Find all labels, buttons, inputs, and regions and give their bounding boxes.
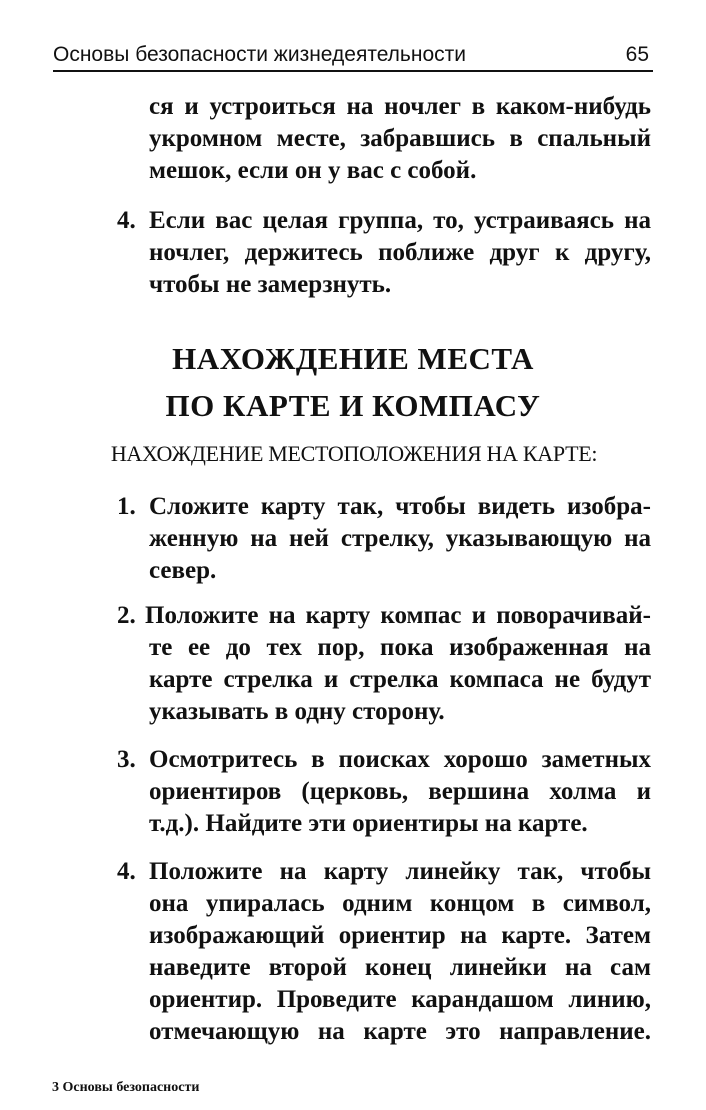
page-number: 65 (625, 43, 649, 66)
list-item-line: те ее до тех пор, пока изображенная на (149, 634, 651, 661)
section-subheading: НАХОЖДЕНИЕ МЕСТОПОЛОЖЕНИЯ НА КАРТЕ: (110, 441, 598, 466)
list-item-line: т.д.). Найдите эти ориентиры на карте. (149, 810, 588, 837)
list-item-line: ориентир. Проведите карандашом линию, (149, 986, 651, 1013)
list-item-line: Положите на карту линейку так, чтобы (149, 858, 651, 885)
list-item-number: 2. (117, 602, 136, 629)
paragraph-line: укромном месте, забравшись в спальный (149, 125, 651, 152)
section-heading-line-2: ПО КАРТЕ И КОМПАСУ (165, 388, 541, 423)
list-item-line: наведите второй конец линейки на сам (149, 954, 651, 981)
list-item-line: север. (149, 557, 217, 584)
list-item-line: изображающий ориентир на карте. Затем (149, 922, 651, 949)
list-item-number: 1. (117, 493, 136, 520)
list-item-line: ночлег, держитесь поближе друг к другу, (149, 239, 651, 266)
list-item-line: она упиралась одним концом в символ, (149, 890, 651, 917)
list-item-line: чтобы не замерзнуть. (149, 271, 392, 298)
section-heading-line-1: НАХОЖДЕНИЕ МЕСТА (172, 341, 534, 376)
paragraph-line: мешок, если он у вас с собой. (149, 157, 477, 184)
list-item-line: Положите на карту компас и поворачивай- (145, 602, 651, 629)
list-item-number: 4. (117, 207, 136, 234)
paragraph-line: ся и устроиться на ночлег в каком-нибудь (149, 93, 651, 120)
list-item-line: Если вас целая группа, то, устраиваясь на (149, 207, 651, 234)
list-item-line: ориентиров (церковь, вершина холма и (149, 778, 651, 805)
list-item-number: 3. (117, 746, 136, 773)
footer-signature: 3 Основы безопасности (52, 1080, 200, 1095)
list-item-line: указывать в одну сторону. (149, 698, 445, 725)
list-item-line: отмечающую на карте это направление. (149, 1018, 651, 1045)
running-header-title: Основы безопасности жизнедеятельности (53, 43, 466, 66)
running-header (53, 40, 653, 72)
list-item-line: Осмотритесь в поисках хорошо заметных (149, 746, 651, 773)
list-item-line: карте стрелка и стрелка компаса не будут (149, 666, 651, 693)
list-item-line: Сложите карту так, чтобы видеть изобра- (149, 493, 651, 520)
list-item-line: женную на ней стрелку, указывающую на (149, 525, 651, 552)
list-item-number: 4. (117, 858, 136, 885)
